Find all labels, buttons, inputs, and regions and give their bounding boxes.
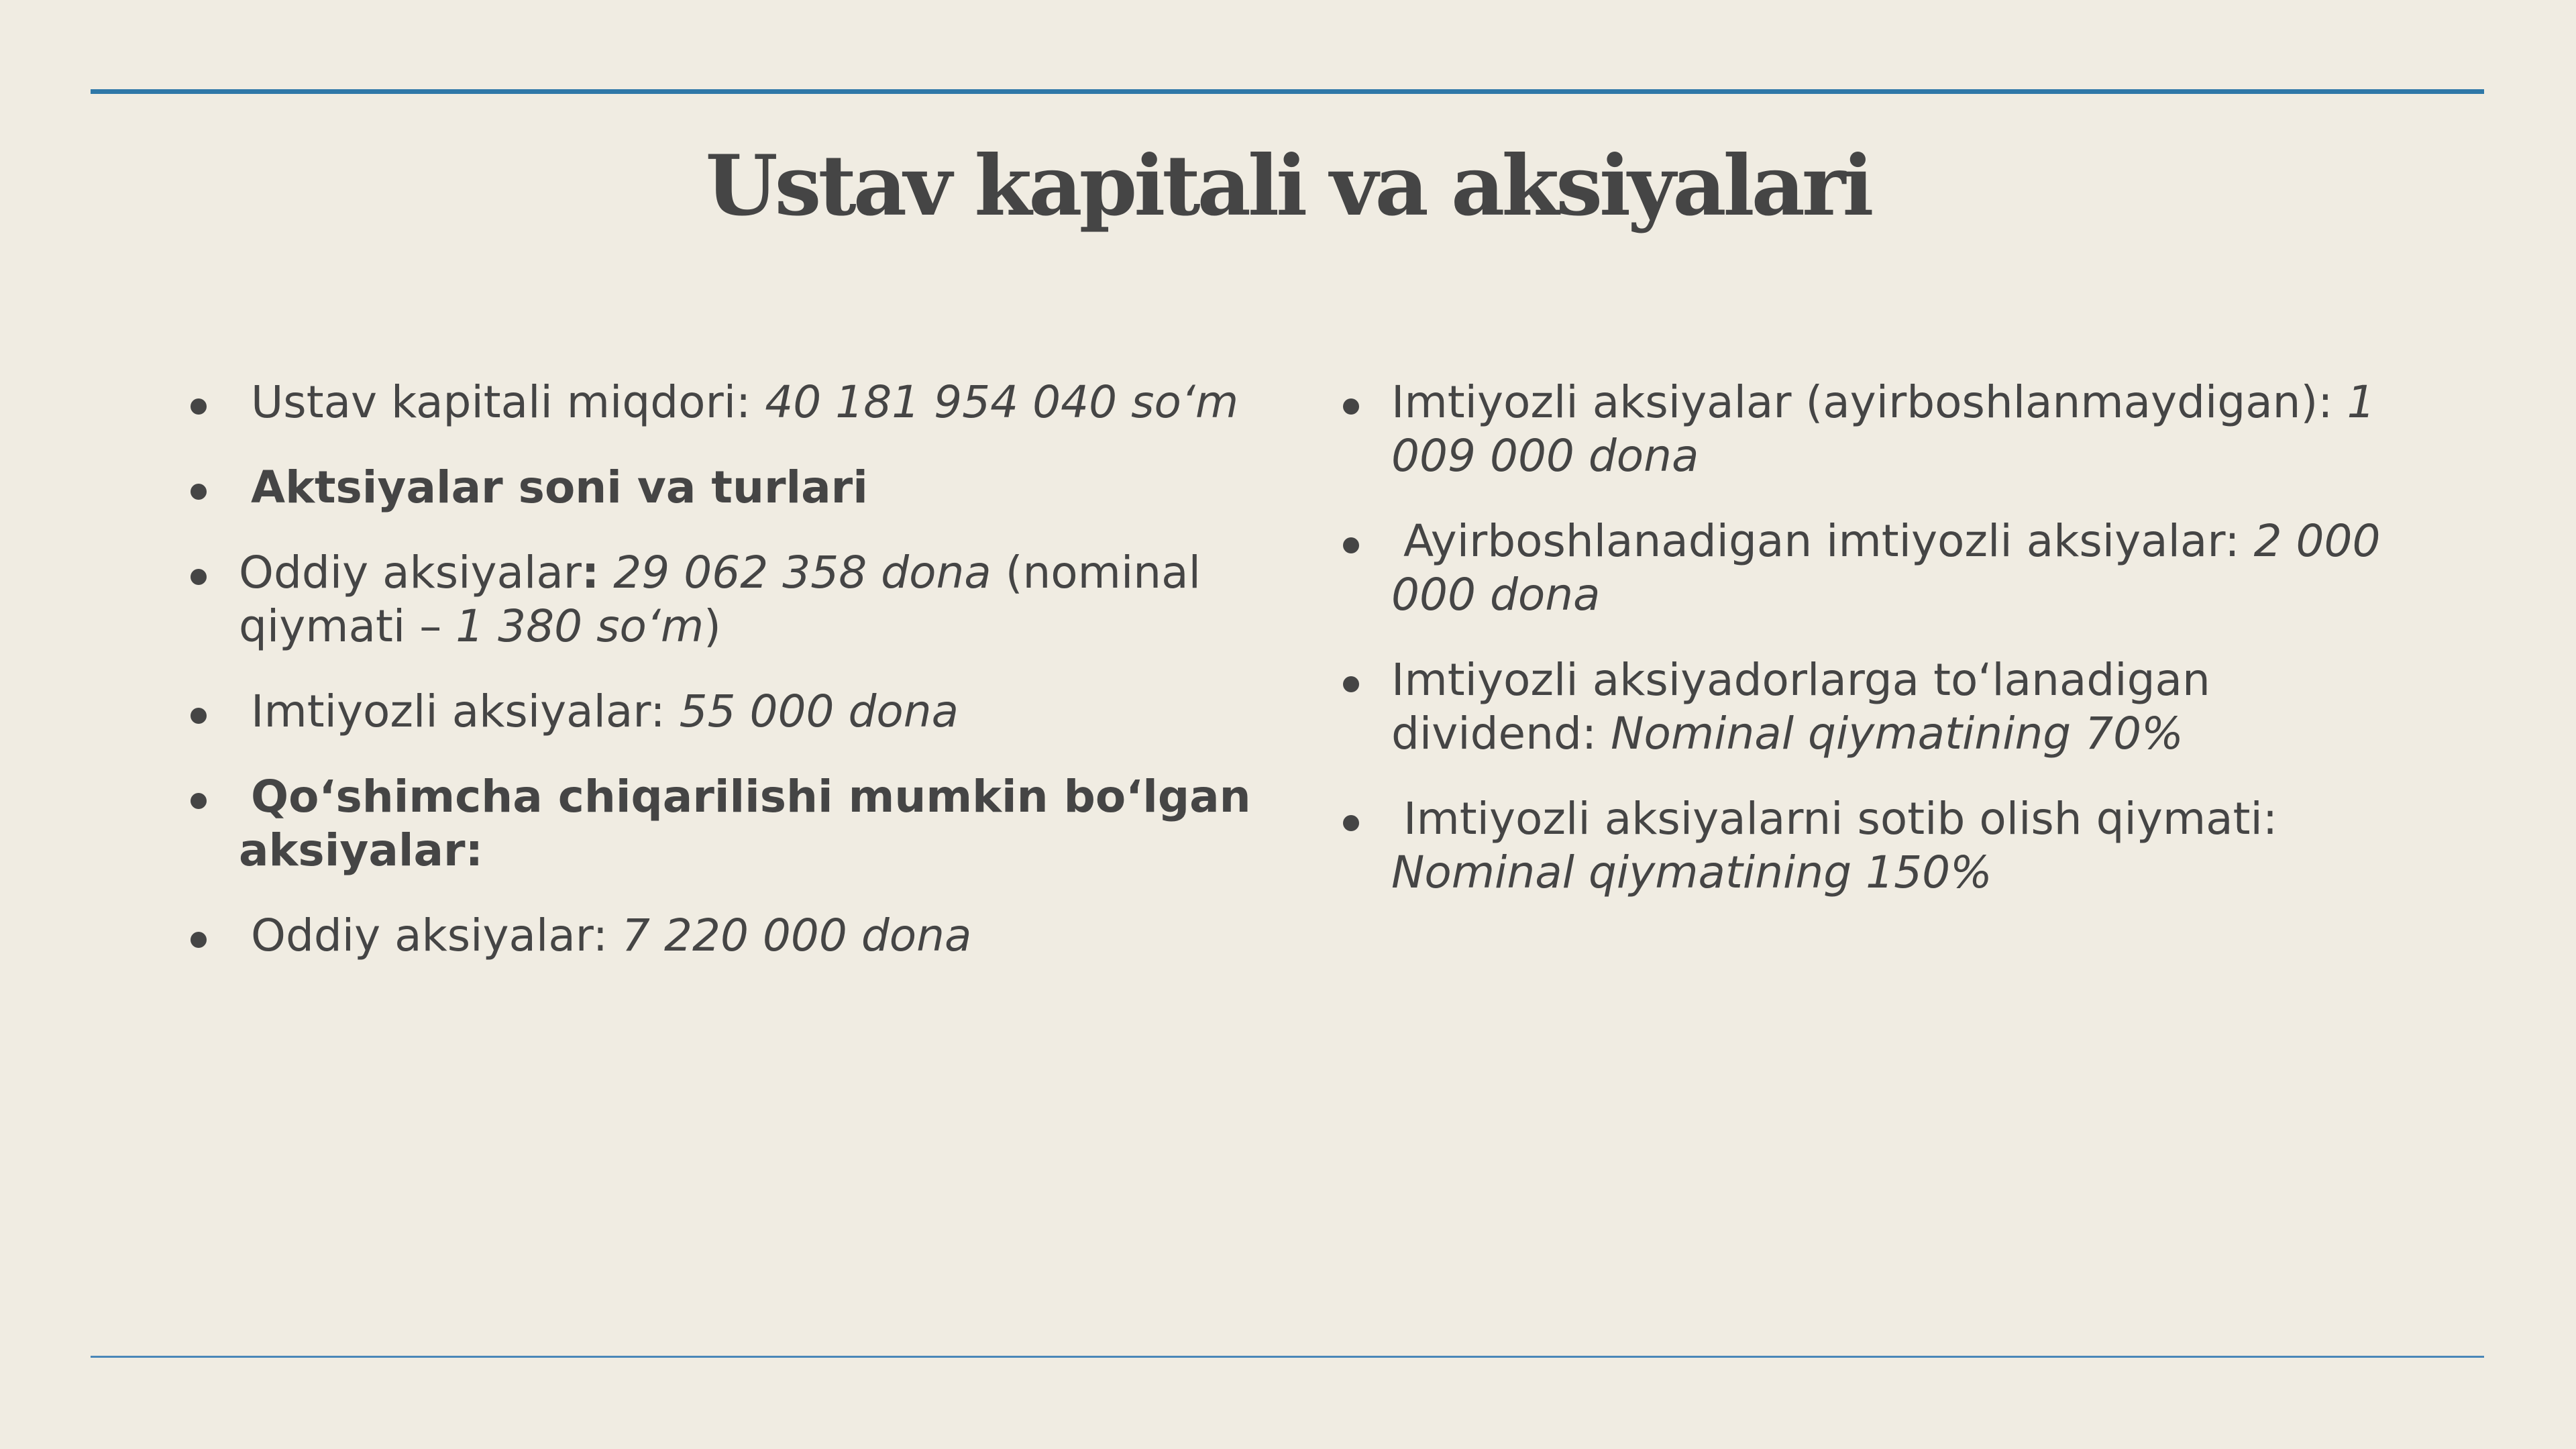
top-divider — [91, 89, 2484, 94]
list-item-sotib-olish — [1340, 792, 2427, 900]
item-label: Ustav kapitali miqdori: — [251, 376, 765, 428]
list-item-imtiyozli-aksiyalar — [188, 685, 1315, 739]
left-bullet-list — [188, 376, 1315, 994]
item-note: (nominal qiymati – — [239, 547, 1201, 652]
slide-title: Ustav kapitali va aksiyalari — [705, 138, 1871, 235]
item-label: Imtiyozli aksiyalar: — [251, 686, 680, 737]
list-item-oddiy-aksiyalar-qoshimcha — [188, 909, 1315, 963]
item-label: Imtiyozli aksiyadorlarga to‘lanadigan dividend: — [1391, 654, 2210, 759]
item-value: 2 000 000 dona — [1391, 515, 2381, 621]
list-item-dividend — [1340, 653, 2427, 761]
item-label: Oddiy aksiyalar: — [251, 910, 622, 961]
list-item-oddiy-aksiyalar — [188, 546, 1315, 653]
right-bullet-list — [1340, 376, 2427, 931]
list-item-ayirboshlanadigan — [1340, 515, 2427, 622]
item-label: Imtiyozli aksiyalar (ayirboshlanmaydigan): — [1391, 376, 2347, 428]
item-value: Nominal qiymatining 150% — [1391, 847, 1992, 898]
item-value: 55 000 dona — [679, 686, 959, 737]
item-value: 40 181 954 040 so‘m — [765, 376, 1239, 428]
item-value: 7 220 000 dona — [621, 910, 972, 961]
item-label: Imtiyozli aksiyalarni sotib olish qiymati: — [1403, 793, 2278, 845]
item-note-close: ) — [704, 600, 721, 652]
item-value: 1 009 000 dona — [1391, 376, 2375, 482]
list-item-qoshimcha-chiqarilishi — [188, 770, 1315, 877]
item-colon: : — [581, 547, 600, 598]
item-heading: Aktsiyalar soni va turlari — [251, 462, 868, 513]
bottom-divider — [91, 1356, 2484, 1358]
item-label: Oddiy aksiyalar — [239, 547, 582, 598]
item-label: Ayirboshlanadigan imtiyozli aksiyalar: — [1403, 515, 2254, 567]
list-item-ayirboshlanmaydigan — [1340, 376, 2427, 483]
list-item-ustav-kapitali — [188, 376, 1315, 429]
item-value: 29 062 358 dona — [599, 547, 991, 598]
list-item-aktsiyalar-soni — [188, 461, 1315, 515]
item-heading: Qo‘shimcha chiqarilishi mumkin bo‘lgan aksiyalar: — [239, 771, 1251, 876]
item-value: Nominal qiymatining 70% — [1611, 708, 2184, 759]
item-note-value: 1 380 so‘m — [455, 600, 704, 652]
